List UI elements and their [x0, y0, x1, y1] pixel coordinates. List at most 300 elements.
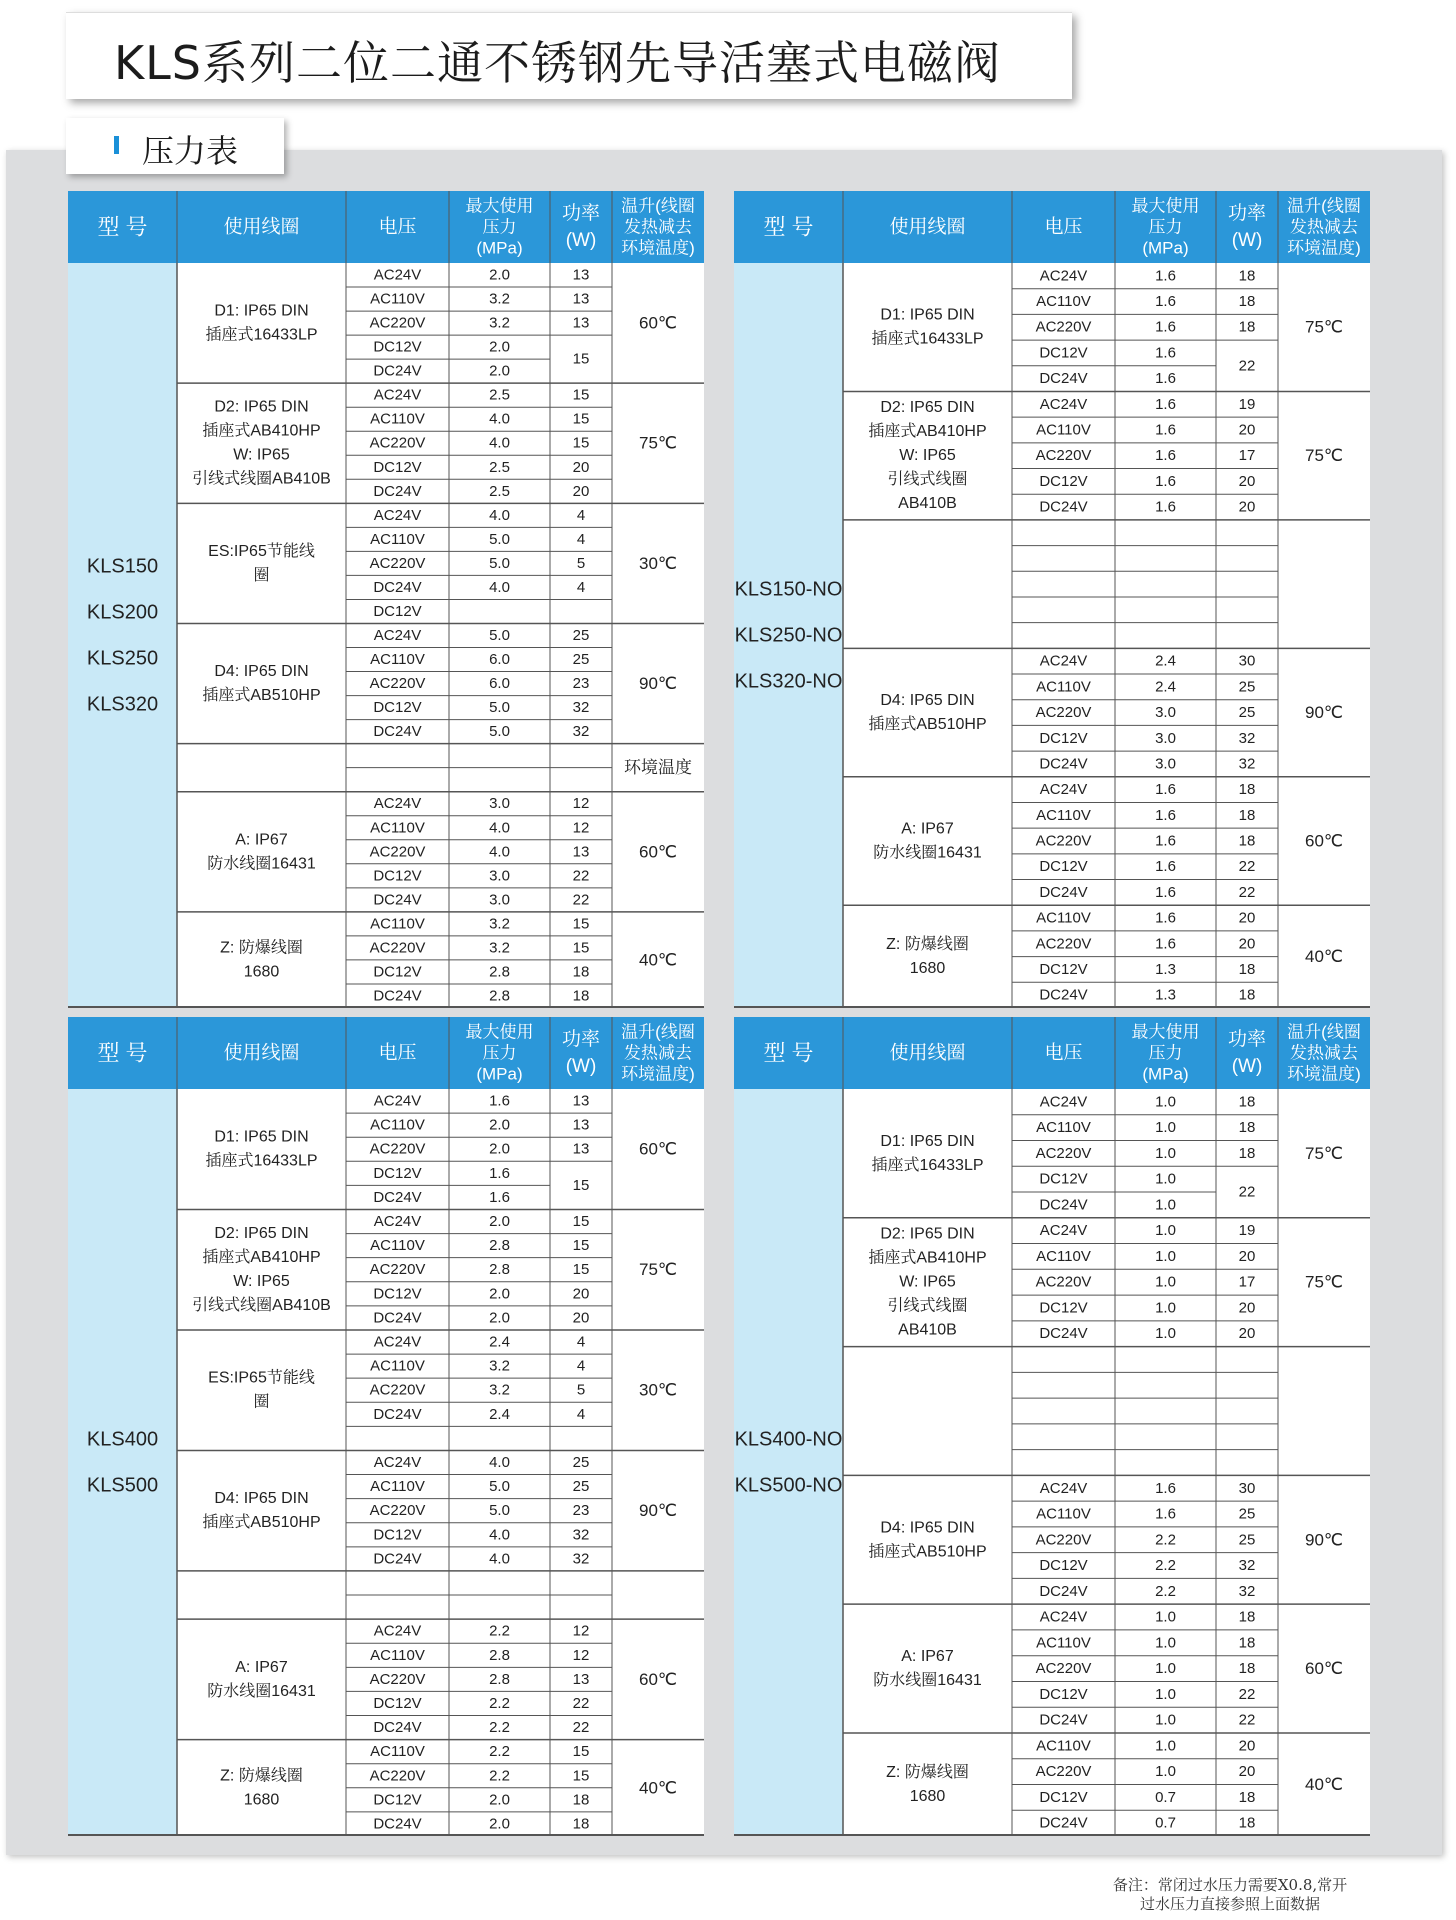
- coil-label-line-1: ES:IP65节能线: [208, 542, 315, 560]
- pressure-cell: 1.0: [1155, 1634, 1176, 1652]
- pressure-cell: 0.7: [1155, 1814, 1176, 1832]
- power-cell: 22: [572, 1719, 590, 1737]
- power-cell: 18: [572, 987, 590, 1005]
- voltage-cell: DC24V: [373, 1188, 422, 1206]
- pressure-cell: 1.0: [1155, 1299, 1176, 1317]
- header-pressure-line-2: 压力: [482, 1043, 517, 1063]
- header-power-line-2: (W): [565, 1056, 597, 1077]
- coil-label-line-1: ES:IP65节能线: [208, 1369, 315, 1387]
- voltage-cell: AC220V: [1035, 1763, 1092, 1781]
- voltage-cell: AC110V: [370, 410, 425, 428]
- voltage-cell: DC12V: [373, 338, 422, 356]
- pressure-cell: 1.6: [489, 1092, 510, 1110]
- pressure-cell: 2.4: [489, 1333, 510, 1351]
- header-temp-line-1: 温升(线圈: [1287, 1022, 1361, 1042]
- model-name: KLS400: [86, 1428, 159, 1451]
- coil-label-line-2: 插座式16433LP: [205, 1152, 318, 1170]
- power-cell: 13: [572, 1670, 590, 1688]
- pressure-cell: 2.0: [489, 362, 510, 380]
- power-cell: 25: [1238, 704, 1256, 722]
- power-cell: 15: [572, 434, 590, 452]
- power-cell: 18: [1238, 832, 1256, 850]
- coil-label-line-1: D1: IP65 DIN: [880, 1132, 975, 1150]
- coil-label-line-2: 1680: [909, 1787, 946, 1805]
- voltage-cell: DC24V: [1039, 1582, 1088, 1600]
- coil-label-line-1: A: IP67: [235, 1658, 288, 1676]
- voltage-cell: AC220V: [369, 1140, 426, 1158]
- voltage-cell: DC24V: [373, 1405, 422, 1423]
- pressure-cell: 2.2: [489, 1719, 510, 1737]
- pressure-cell: 1.0: [1155, 1763, 1176, 1781]
- pressure-cell: 2.2: [489, 1767, 510, 1785]
- model-name: KLS500: [86, 1474, 159, 1497]
- pressure-cell: 1.6: [489, 1188, 510, 1206]
- coil-label-line-1: D2: IP65 DIN: [880, 1225, 975, 1243]
- power-cell: 15: [572, 386, 590, 404]
- coil-label-line-2: 插座式16433LP: [871, 330, 984, 348]
- pressure-cell: 2.5: [489, 482, 510, 500]
- body-bg: [177, 1089, 704, 1836]
- power-cell: 18: [1238, 781, 1256, 799]
- pressure-cell: 2.2: [1155, 1582, 1176, 1600]
- voltage-cell: AC110V: [1036, 1247, 1091, 1265]
- voltage-cell: AC24V: [1039, 652, 1088, 670]
- header-temp-line-2: 发热减去: [624, 217, 692, 237]
- power-cell: 15: [572, 1767, 590, 1785]
- pressure-cell: 5.0: [489, 627, 510, 644]
- pressure-cell: 4.0: [489, 506, 510, 524]
- section-marker: [114, 136, 119, 154]
- coil-label-line-2: 插座式AB510HP: [868, 716, 987, 734]
- temp-cell: 75℃: [1304, 317, 1344, 337]
- pressure-cell: 3.0: [489, 795, 510, 813]
- power-cell: 20: [1238, 498, 1256, 516]
- model-name: KLS500-NO: [734, 1474, 843, 1497]
- power-cell: 19: [1238, 1222, 1256, 1240]
- pressure-cell: 2.0: [489, 1140, 510, 1158]
- pressure-cell: 2.8: [489, 1646, 510, 1664]
- power-cell: 4: [576, 578, 586, 596]
- temp-cell: 60℃: [638, 1669, 678, 1689]
- voltage-cell: DC12V: [1039, 344, 1088, 362]
- header-pressure-line-2: 压力: [1148, 1043, 1183, 1063]
- temp-cell: 90℃: [1304, 1530, 1344, 1550]
- voltage-cell: AC220V: [1035, 704, 1092, 722]
- pressure-cell: 1.6: [1155, 267, 1176, 285]
- pressure-cell: 1.6: [1155, 806, 1176, 824]
- voltage-cell: DC24V: [373, 723, 422, 741]
- voltage-cell: DC24V: [373, 987, 422, 1005]
- power-cell: 4: [576, 530, 586, 548]
- voltage-cell: AC220V: [369, 675, 426, 693]
- header-temp-line-1: 温升(线圈: [1287, 196, 1361, 216]
- voltage-cell: AC24V: [1039, 1479, 1088, 1497]
- power-cell: 32: [572, 723, 590, 741]
- pressure-cell: 4.0: [489, 1550, 510, 1568]
- temp-cell: 30℃: [638, 1380, 678, 1400]
- temp-cell: 60℃: [638, 842, 678, 862]
- header-pressure-line-3: (MPa): [1142, 238, 1189, 258]
- pressure-cell: 2.8: [489, 987, 510, 1005]
- header-pressure-line-3: (MPa): [476, 1064, 523, 1084]
- voltage-cell: AC110V: [1036, 1634, 1091, 1652]
- pressure-cell: 3.2: [489, 939, 510, 957]
- header-power-line-2: (W): [565, 230, 597, 251]
- model-cell-bg: [734, 1089, 843, 1836]
- power-cell: 32: [1238, 1582, 1256, 1600]
- model-name: KLS320-NO: [734, 670, 843, 693]
- pressure-cell: 3.0: [489, 867, 510, 885]
- power-cell: 12: [572, 1622, 590, 1640]
- body-bg: [177, 263, 704, 1008]
- power-cell: 25: [572, 1478, 590, 1496]
- power-cell: 17: [1238, 1273, 1256, 1291]
- footnote-line-2: 过水压力直接参照上面数据: [1139, 1895, 1320, 1913]
- voltage-cell: DC12V: [373, 963, 422, 981]
- voltage-cell: DC24V: [373, 482, 422, 500]
- pressure-cell: 1.6: [1155, 909, 1176, 927]
- pressure-cell: 1.6: [1155, 883, 1176, 901]
- pressure-cell: 1.0: [1155, 1685, 1176, 1703]
- header-coil: 使用线圈: [223, 216, 300, 238]
- header-temp-line-2: 发热减去: [1290, 1043, 1358, 1063]
- coil-label-line-4: 引线式线圈: [887, 471, 968, 489]
- pressure-table-2-svg: [734, 191, 1370, 1008]
- power-cell: 20: [1238, 1325, 1256, 1343]
- pressure-table-1: [68, 191, 704, 1008]
- power-cell: 25: [572, 627, 590, 644]
- temp-cell: 40℃: [1304, 947, 1344, 967]
- page-title: KLS系列二位二通不锈钢先导活塞式电磁阀: [114, 36, 1001, 90]
- header-model: 型 号: [97, 1040, 148, 1066]
- pressure-cell: 2.0: [489, 1815, 510, 1833]
- power-cell: 22: [1238, 858, 1256, 876]
- voltage-cell: DC12V: [1039, 729, 1088, 747]
- pressure-cell: 1.6: [1155, 472, 1176, 490]
- pressure-table-2: [734, 191, 1370, 1008]
- pressure-cell: 1.0: [1155, 1170, 1176, 1188]
- pressure-cell: 2.0: [489, 1285, 510, 1303]
- pressure-cell: 1.0: [1155, 1247, 1176, 1265]
- model-name: KLS200: [86, 601, 159, 624]
- pressure-cell: 1.0: [1155, 1737, 1176, 1755]
- power-cell: 18: [1238, 1608, 1256, 1626]
- header-power-line-1: 功率: [561, 203, 601, 224]
- voltage-cell: DC24V: [373, 891, 422, 909]
- pressure-cell: 2.8: [489, 1261, 510, 1279]
- voltage-cell: DC12V: [1039, 1788, 1088, 1806]
- power-cell: 18: [1238, 318, 1256, 336]
- voltage-cell: AC110V: [370, 290, 425, 308]
- header-pressure-line-2: 压力: [1148, 217, 1183, 237]
- temp-cell: 75℃: [1304, 1143, 1344, 1163]
- pressure-cell: 2.0: [489, 338, 510, 356]
- coil-label-line-1: A: IP67: [901, 1648, 954, 1666]
- power-cell: 20: [1238, 472, 1256, 490]
- header-coil: 使用线圈: [223, 1042, 300, 1064]
- voltage-cell: DC12V: [373, 1285, 422, 1303]
- model-cell-bg: [68, 1089, 177, 1836]
- power-cell: 19: [1238, 395, 1256, 413]
- power-cell: 20: [1238, 935, 1256, 953]
- voltage-cell: AC220V: [1035, 832, 1092, 850]
- pressure-cell: 2.8: [489, 1237, 510, 1255]
- pressure-cell: 3.0: [1155, 704, 1176, 722]
- pressure-cell: 1.6: [1155, 344, 1176, 362]
- power-cell: 32: [1238, 755, 1256, 773]
- temp-cell: 环境温度: [624, 758, 692, 778]
- power-cell: 32: [1238, 729, 1256, 747]
- voltage-cell: AC24V: [373, 386, 422, 404]
- temp-cell: 60℃: [1304, 831, 1344, 851]
- voltage-cell: DC24V: [1039, 755, 1088, 773]
- voltage-cell: AC24V: [1039, 781, 1088, 799]
- temp-cell: 40℃: [638, 1778, 678, 1798]
- power-cell: 20: [572, 1285, 590, 1303]
- pressure-cell: 1.6: [1155, 421, 1176, 439]
- voltage-cell: DC12V: [1039, 1170, 1088, 1188]
- voltage-cell: DC12V: [1039, 960, 1088, 978]
- section-title: 压力表: [142, 132, 239, 170]
- coil-label-line-3: W: IP65: [899, 1273, 956, 1291]
- pressure-cell: 2.4: [1155, 678, 1176, 696]
- temp-cell: 90℃: [638, 674, 678, 694]
- coil-label-line-2: 插座式AB510HP: [202, 687, 321, 705]
- power-cell: 20: [1238, 909, 1256, 927]
- voltage-cell: AC24V: [373, 795, 422, 813]
- pressure-cell: 2.2: [489, 1743, 510, 1761]
- pressure-cell: 5.0: [489, 554, 510, 572]
- voltage-cell: AC110V: [370, 1237, 425, 1255]
- coil-label-line-1: Z: 防爆线圈: [886, 936, 969, 954]
- power-cell: 13: [572, 1140, 590, 1158]
- voltage-cell: DC24V: [373, 578, 422, 596]
- pressure-cell: 1.6: [1155, 293, 1176, 311]
- voltage-cell: AC24V: [373, 1333, 422, 1351]
- coil-label-line-2: 圈: [253, 566, 270, 584]
- header-temp-line-3: 环境温度): [1287, 1064, 1361, 1084]
- power-cell: 20: [1238, 1737, 1256, 1755]
- power-cell: 32: [572, 699, 590, 717]
- voltage-cell: AC220V: [369, 843, 426, 861]
- voltage-cell: DC24V: [1039, 1196, 1088, 1214]
- power-cell: 20: [1238, 1299, 1256, 1317]
- power-cell: 18: [1238, 1660, 1256, 1678]
- power-cell: 18: [1238, 986, 1256, 1004]
- header-model: 型 号: [763, 214, 814, 240]
- voltage-cell: AC110V: [370, 1646, 425, 1664]
- voltage-cell: DC12V: [373, 1526, 422, 1544]
- header-pressure-line-3: (MPa): [1142, 1064, 1189, 1084]
- voltage-cell: AC220V: [369, 1381, 426, 1399]
- temp-cell: 90℃: [1304, 703, 1344, 723]
- header-pressure-line-1: 最大使用: [1131, 196, 1200, 216]
- footnote: [1020, 1876, 1440, 1914]
- voltage-cell: DC24V: [1039, 1325, 1088, 1343]
- power-cell: 18: [1238, 267, 1256, 285]
- voltage-cell: DC24V: [1039, 1711, 1088, 1729]
- power-cell: 15: [572, 1237, 590, 1255]
- voltage-cell: AC220V: [369, 1670, 426, 1688]
- coil-label-line-2: 插座式AB410HP: [202, 422, 321, 440]
- voltage-cell: AC220V: [369, 1502, 426, 1520]
- pressure-cell: 4.0: [489, 1454, 510, 1471]
- pressure-cell: 1.0: [1155, 1273, 1176, 1291]
- coil-label-line-1: Z: 防爆线圈: [220, 1767, 303, 1785]
- voltage-cell: AC24V: [373, 506, 422, 524]
- power-cell: 25: [1238, 1531, 1256, 1549]
- coil-label-line-1: D2: IP65 DIN: [880, 399, 975, 417]
- power-cell: 32: [1238, 1557, 1256, 1575]
- pressure-cell: 1.6: [1155, 395, 1176, 413]
- model-name: KLS320: [86, 693, 159, 716]
- coil-label-line-2: 插座式AB410HP: [868, 1249, 987, 1267]
- pressure-cell: 2.8: [489, 963, 510, 981]
- power-cell: 13: [572, 314, 590, 332]
- pressure-cell: 3.2: [489, 1381, 510, 1399]
- header-model: 型 号: [763, 1040, 814, 1066]
- voltage-cell: AC220V: [1035, 1144, 1092, 1162]
- power-cell: 15: [572, 1261, 590, 1279]
- header-temp-line-2: 发热减去: [624, 1043, 692, 1063]
- header-pressure-line-1: 最大使用: [465, 1022, 534, 1042]
- coil-label-line-2: 插座式AB410HP: [868, 423, 987, 441]
- pressure-cell: 1.0: [1155, 1608, 1176, 1626]
- voltage-cell: DC12V: [1039, 1685, 1088, 1703]
- power-cell: 20: [1238, 1247, 1256, 1265]
- pressure-cell: 4.0: [489, 410, 510, 428]
- header-voltage: 电压: [378, 216, 417, 238]
- pressure-cell: 1.6: [1155, 858, 1176, 876]
- power-cell: 13: [572, 290, 590, 308]
- power-cell: 22: [1238, 883, 1256, 901]
- coil-label-line-2: 插座式16433LP: [871, 1156, 984, 1174]
- pressure-cell: 2.2: [1155, 1557, 1176, 1575]
- power-cell-merged: 15: [572, 350, 590, 368]
- header-temp-line-3: 环境温度): [621, 238, 695, 258]
- pressure-cell: 1.6: [1155, 781, 1176, 799]
- pressure-cell: 1.6: [1155, 370, 1176, 388]
- model-name: KLS250: [86, 647, 159, 670]
- header-voltage: 电压: [1044, 1042, 1083, 1064]
- pressure-cell: 0.7: [1155, 1788, 1176, 1806]
- header-pressure-line-2: 压力: [482, 217, 517, 237]
- power-cell: 22: [572, 891, 590, 909]
- power-cell: 4: [576, 506, 586, 524]
- header-power-line-1: 功率: [1227, 203, 1267, 224]
- pressure-cell: 3.0: [1155, 755, 1176, 773]
- pressure-cell: 1.6: [489, 1164, 510, 1182]
- voltage-cell: AC110V: [370, 530, 425, 548]
- power-cell: 4: [576, 1357, 586, 1375]
- voltage-cell: AC220V: [1035, 447, 1092, 465]
- coil-label-line-2: 插座式AB510HP: [202, 1514, 321, 1532]
- voltage-cell: DC12V: [1039, 1299, 1088, 1317]
- coil-label-line-3: W: IP65: [899, 447, 956, 465]
- voltage-cell: DC12V: [373, 602, 422, 620]
- voltage-cell: AC24V: [373, 1213, 422, 1231]
- header-coil: 使用线圈: [889, 1042, 966, 1064]
- voltage-cell: DC12V: [1039, 858, 1088, 876]
- power-cell: 4: [576, 1405, 586, 1423]
- voltage-cell: AC110V: [1036, 806, 1091, 824]
- voltage-cell: AC110V: [370, 1478, 425, 1496]
- coil-label-line-1: D2: IP65 DIN: [214, 1225, 309, 1243]
- power-cell: 20: [572, 482, 590, 500]
- voltage-cell: AC24V: [1039, 395, 1088, 413]
- pressure-cell: 3.0: [1155, 729, 1176, 747]
- pressure-cell: 3.2: [489, 1357, 510, 1375]
- voltage-cell: DC24V: [1039, 498, 1088, 516]
- coil-label-line-5: AB410B: [898, 1321, 957, 1339]
- coil-label-line-4: 引线式线圈: [887, 1297, 968, 1315]
- pressure-cell: 1.6: [1155, 318, 1176, 336]
- power-cell: 5: [576, 1381, 586, 1399]
- power-cell: 25: [1238, 1505, 1256, 1523]
- coil-label-line-1: D1: IP65 DIN: [214, 1128, 309, 1146]
- header-power-line-1: 功率: [561, 1029, 601, 1050]
- voltage-cell: AC110V: [370, 651, 425, 669]
- pressure-cell: 5.0: [489, 723, 510, 741]
- pressure-cell: 1.6: [1155, 832, 1176, 850]
- pressure-cell: 1.0: [1155, 1711, 1176, 1729]
- coil-label-line-1: D1: IP65 DIN: [214, 302, 309, 320]
- pressure-cell: 3.2: [489, 314, 510, 332]
- pressure-cell: 1.0: [1155, 1119, 1176, 1137]
- voltage-cell: DC12V: [1039, 1557, 1088, 1575]
- pressure-table-4-svg: [734, 1017, 1370, 1836]
- pressure-cell: 1.0: [1155, 1144, 1176, 1162]
- voltage-cell: AC24V: [373, 1092, 422, 1110]
- temp-cell: 90℃: [638, 1501, 678, 1521]
- pressure-cell: 5.0: [489, 530, 510, 548]
- voltage-cell: AC110V: [1036, 1505, 1091, 1523]
- power-cell: 20: [1238, 421, 1256, 439]
- voltage-cell: AC220V: [1035, 318, 1092, 336]
- voltage-cell: DC24V: [373, 362, 422, 380]
- header-pressure-line-3: (MPa): [476, 238, 523, 258]
- power-cell: 15: [572, 939, 590, 957]
- pressure-table-1-svg: [68, 191, 704, 1008]
- voltage-cell: AC220V: [369, 314, 426, 332]
- voltage-cell: AC220V: [369, 434, 426, 452]
- power-cell: 23: [572, 675, 590, 693]
- voltage-cell: AC220V: [369, 939, 426, 957]
- pressure-cell: 1.0: [1155, 1196, 1176, 1214]
- pressure-cell: 1.6: [1155, 935, 1176, 953]
- pressure-cell: 1.0: [1155, 1093, 1176, 1111]
- coil-label-line-1: A: IP67: [901, 820, 954, 838]
- coil-label-line-3: W: IP65: [233, 446, 290, 464]
- power-cell: 18: [1238, 1634, 1256, 1652]
- pressure-cell: 2.5: [489, 458, 510, 476]
- coil-label-line-2: 圈: [253, 1393, 270, 1411]
- pressure-cell: 3.2: [489, 915, 510, 933]
- voltage-cell: AC110V: [1036, 678, 1091, 696]
- power-cell: 25: [572, 1454, 590, 1471]
- voltage-cell: DC24V: [373, 1550, 422, 1568]
- voltage-cell: AC24V: [373, 1622, 422, 1640]
- temp-cell: 75℃: [1304, 1272, 1344, 1292]
- pressure-cell: 4.0: [489, 819, 510, 837]
- voltage-cell: AC24V: [373, 266, 422, 284]
- power-cell: 18: [1238, 1093, 1256, 1111]
- pressure-cell: 1.6: [1155, 447, 1176, 465]
- coil-label-line-2: 1680: [909, 960, 946, 978]
- header-voltage: 电压: [378, 1042, 417, 1064]
- power-cell: 20: [572, 458, 590, 476]
- pressure-cell: 4.0: [489, 578, 510, 596]
